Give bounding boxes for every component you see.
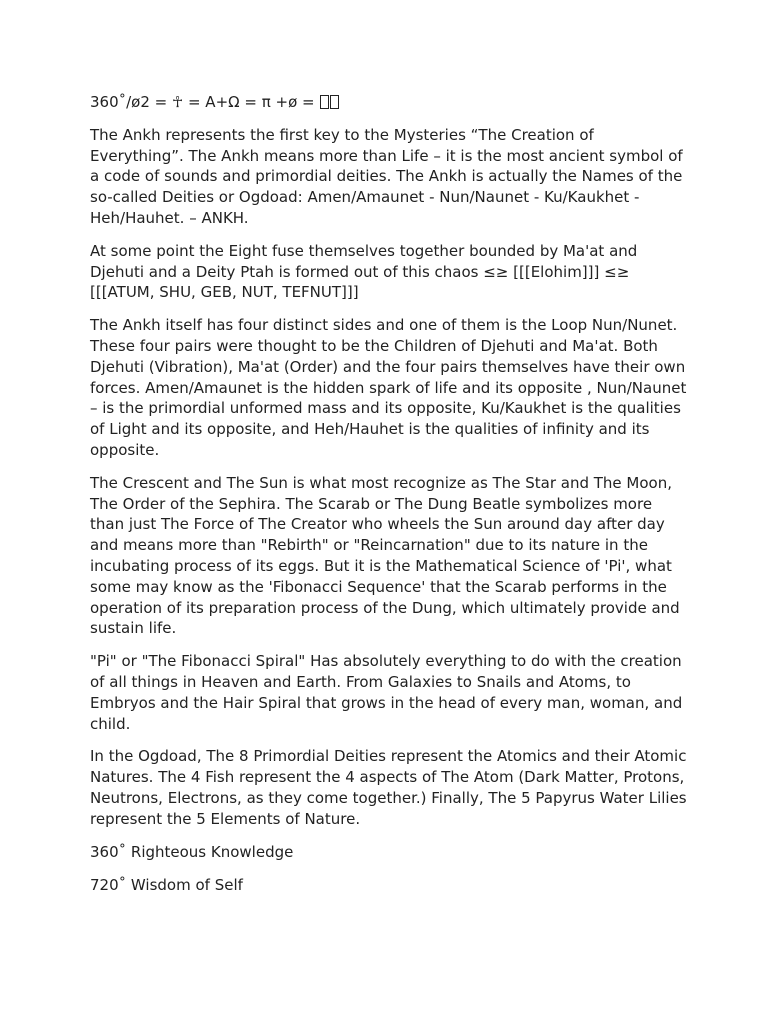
document-page — [90, 92, 690, 909]
paragraph-crescent-sun: The Crescent and The Sun is what most recognize as The Star and The Moon, The Order of the Sephira. The Scarab or The Dung Beatle symbolizes more than just The Force of The Creator who wheels the Sun around day after day and means more than "Rebirth" or "Reincarnation" due to its nature in the incubating process of its eggs. But it is the Mathematical Science of 'Pi', what some may know as the 'Fibonacci Sequence' that the Scarab performs in the operation of its preparation process of the Dung, which ultimately provide and sustain life. — [90, 473, 680, 638]
line-720: 720˚ Wisdom of Self — [90, 876, 243, 895]
paragraph-ankh-intro: The Ankh represents the first key to the Mysteries “The Creation of Everything”. The Ankh means more than Life – it is the most ancient symbol of a code of sounds and primordial deities. The Ankh is actually the Names of the so-called Deities or Ogdoad: Amen/Amaunet - Nun/Naunet - Ku/Kaukhet - Heh/Hauhet. – ANKH. — [90, 125, 683, 227]
paragraph-fibonacci: "Pi" or "The Fibonacci Spiral" Has absolutely everything to do with the creation of all things in Heaven and Earth. From Galaxies to Snails and Atoms, to Embryos and the Hair Spiral that grows in the head of every man, woman, and child. — [90, 652, 683, 733]
formula-line — [90, 92, 690, 113]
formula-text: 360˚/ø2 = ☥ = A+Ω = π +ø = — [90, 93, 320, 111]
missing-glyph-icon — [330, 95, 339, 109]
paragraph-eight-fuse: At some point the Eight fuse themselves together bounded by Ma'at and Djehuti and a Deity Ptah is formed out of this chaos ≤≥ [[[Elohim]]] ≤≥ [[[ATUM, SHU, GEB, NUT, TEFNUT]]] — [90, 241, 638, 302]
missing-glyph-icon — [320, 95, 329, 109]
line-360: 360˚ Righteous Knowledge — [90, 842, 294, 861]
paragraph-ogdoad: In the Ogdoad, The 8 Primordial Deities represent the Atomics and their Atomic Natures. The 4 Fish represent the 4 aspects of The Atom (Dark Matter, Protons, Neutrons, Electrons, as they come together.) Finally, The 5 Papyrus Water Lilies represent the 5 Elements of Nature. — [90, 747, 687, 828]
paragraph-ankh-sides: The Ankh itself has four distinct sides and one of them is the Loop Nun/Nunet. These four pairs were thought to be the Children of Djehuti and Ma'at. Both Djehuti (Vibration), Ma'at (Order) and the four pairs themselves have their own forces. Amen/Amaunet is the hidden spark of life and its opposite , Nun/Naunet – is the primordial unformed mass and its opposite, Ku/Kaukhet is the qualities of Light and its opposite, and Heh/Hauhet is the qualities of infinity and its opposite. — [90, 316, 687, 459]
